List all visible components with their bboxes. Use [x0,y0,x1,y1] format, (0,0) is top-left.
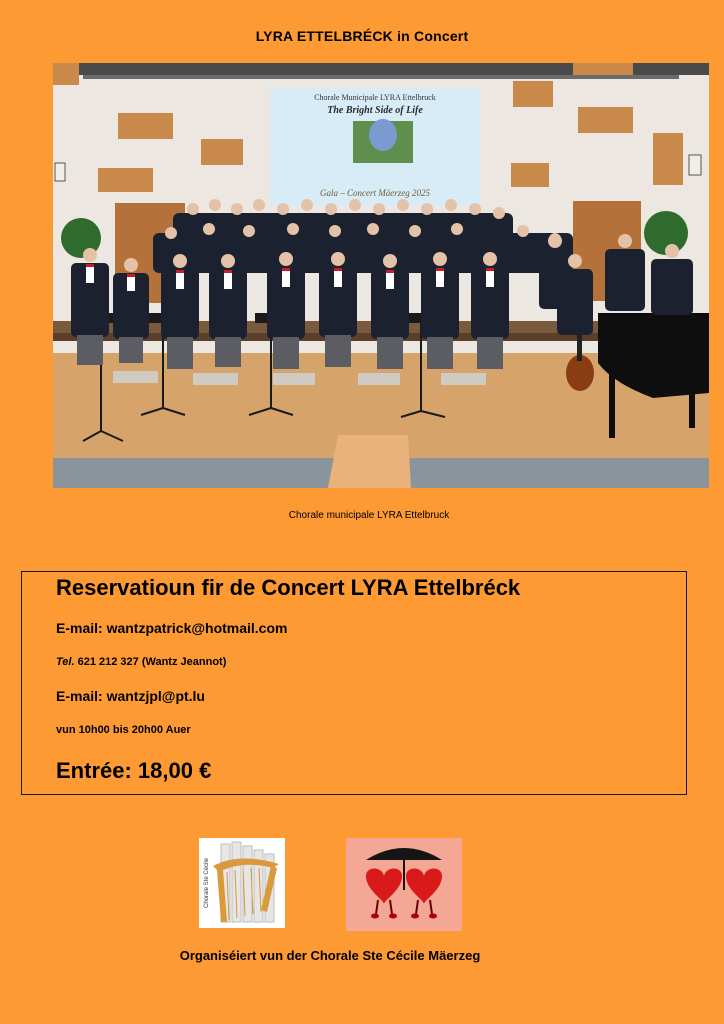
screen-text-3: Gala – Concert Mäerzeg 2025 [320,188,430,198]
page-title: LYRA ETTELBRÉCK in Concert [255,28,469,44]
reservation-title: Reservatioun fir de Concert LYRA Ettelbréck [56,575,521,600]
chorale-ste-cecile-logo [199,838,285,928]
email-line-2: E-mail: wantzjpl@pt.lu [56,688,205,704]
phone-value: 621 212 327 (Wantz Jeannot) [74,656,227,668]
screen-text-1: Chorale Municipale LYRA Ettelbruck [314,93,436,102]
reservation-box [21,571,687,795]
phone-line [56,656,226,668]
entry-price: Entrée: 18,00 € [56,758,212,783]
hearts-umbrella-image [346,838,462,931]
screen-text-2: The Bright Side of Life [327,105,423,116]
email-line-1: E-mail: wantzpatrick@hotmail.com [56,620,288,636]
hours-line: vun 10h00 bis 20h00 Auer [56,724,191,736]
logo-left-text: Chorale Ste Cécile [204,857,210,908]
photo-caption: Chorale municipale LYRA Ettelbruck [288,510,450,521]
organiser-text: Organiséiert vun der Chorale Ste Cécile Mäerzeg [179,948,481,963]
phone-label: Tel. [56,656,75,668]
choir-photo [53,63,709,488]
